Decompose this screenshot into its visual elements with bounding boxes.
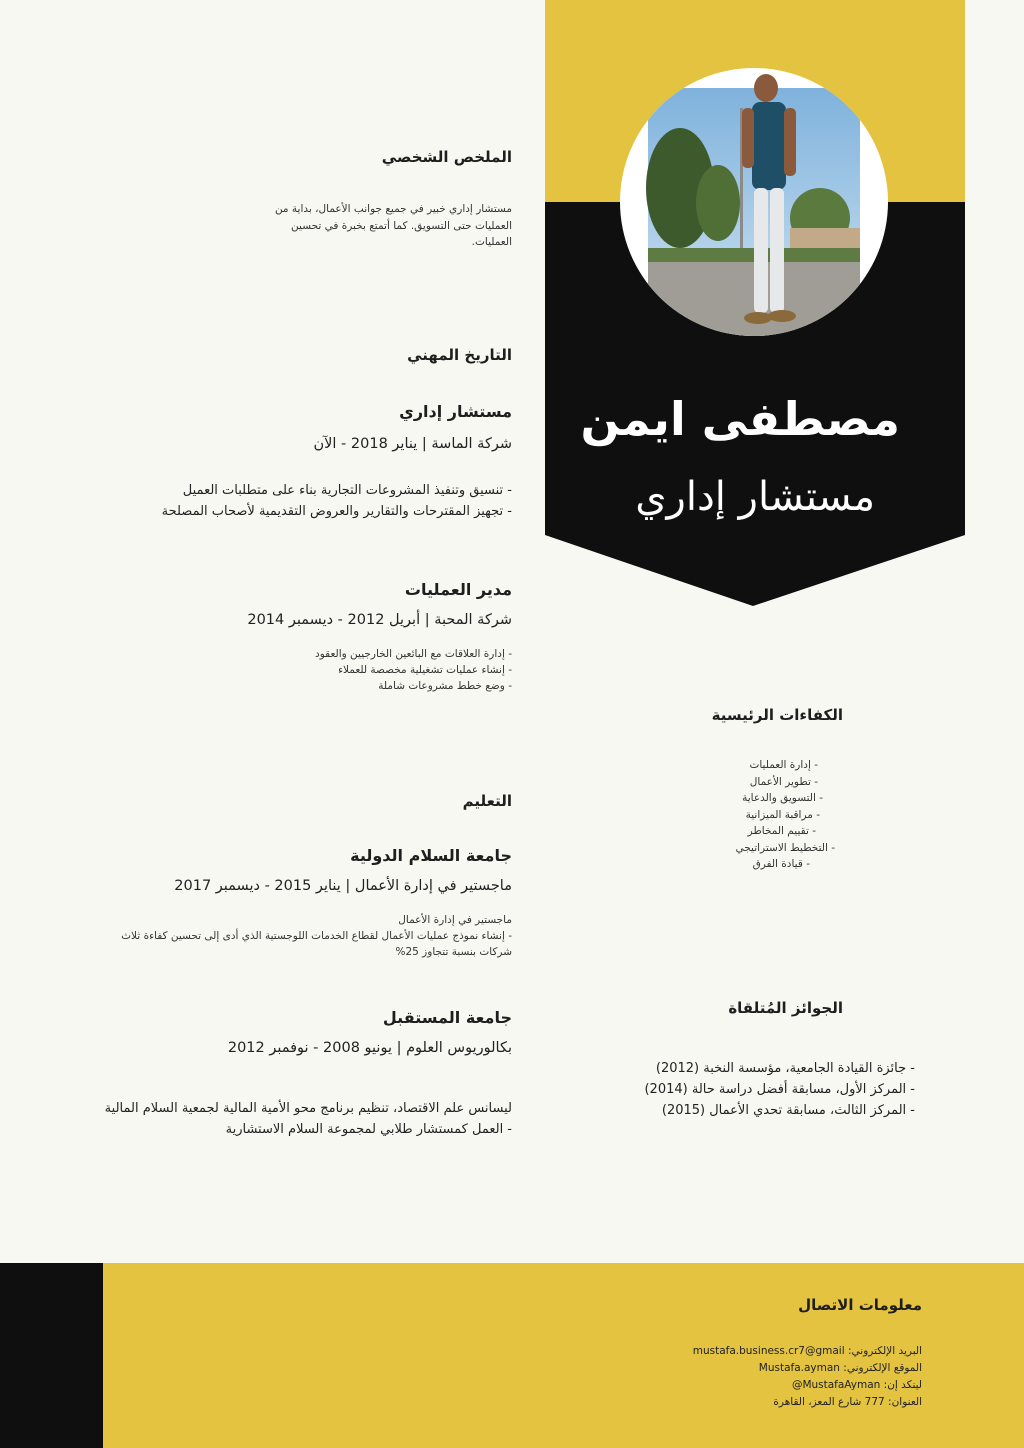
job-meta: شركة المحبة | أبريل 2012 - ديسمبر 2014 [247, 612, 512, 628]
job-points [80, 480, 512, 522]
skill-item: - تطوير الأعمال [749, 775, 818, 788]
job-meta: شركة الماسة | يناير 2018 - الآن [313, 436, 512, 452]
job-point: - تجهيز المقترحات والتقارير والعروض التقديمية لأصحاب المصلحة [161, 504, 512, 519]
degree-point: - إنشاء نموذج عمليات الأعمال لقطاع الخدمات اللوجستية الذي أدى إلى تحسين كفاءة ثلاث شركات بنسبة تتجاوز 25% [121, 930, 512, 958]
degree-point: - العمل كمستشار طلابي لمجموعة السلام الاستشارية [225, 1122, 512, 1137]
contact-lines [560, 1343, 922, 1411]
skill-item: - قيادة الفرق [752, 858, 810, 870]
contact-linkedin: لينكد إن: MustafaAyman@ [791, 1379, 922, 1391]
skills-list [650, 757, 843, 873]
degree-point: ماجستير في إدارة الأعمال [398, 914, 512, 926]
award-item: - جائزة القيادة الجامعية، مؤسسة النخبة (2012) [655, 1061, 915, 1076]
school-name: جامعة السلام الدولية [350, 846, 512, 865]
job-title: مدير العمليات [404, 580, 512, 599]
skill-item: - تقييم المخاطر [747, 825, 816, 837]
person-role: مستشار إداري [635, 474, 875, 520]
contact-title: معلومات الاتصال [798, 1296, 922, 1314]
skill-item: - إدارة العمليات [749, 759, 818, 771]
contact-address: العنوان: 777 شارع المعز، القاهرة [773, 1396, 922, 1408]
job-point: - تنسيق وتنفيذ المشروعات التجارية بناء على متطلبات العميل [182, 483, 512, 498]
summary-text: مستشار إداري خبير في جميع جوانب الأعمال، بداية من العمليات حتى التسويق. كما أتمتع بخبرة في تحسين العمليات. [274, 203, 512, 248]
award-item: - المركز الثالث، مسابقة تحدي الأعمال (2015) [661, 1103, 915, 1118]
skill-item: - التخطيط الاستراتيجي [735, 841, 835, 854]
contact-website: الموقع الإلكتروني: Mustafa.ayman [758, 1362, 922, 1374]
education-title: التعليم [462, 792, 512, 810]
skill-item: - التسويق والدعاية [742, 792, 823, 804]
experience-title: التاريخ المهني [407, 346, 512, 364]
awards-title: الجوائز المُتلقاة [728, 999, 843, 1017]
degree-meta: بكالوريوس العلوم | يونيو 2008 - نوفمبر 2012 [227, 1040, 512, 1056]
person-name: مصطفى ايمن [580, 392, 900, 446]
job-points [80, 646, 512, 694]
awards-list [560, 1058, 915, 1121]
footer-dark-block [0, 1263, 103, 1448]
summary-title: الملخص الشخصي [381, 148, 512, 166]
degree-points [80, 1098, 512, 1140]
award-item: - المركز الأول، مسابقة أفضل دراسة حالة (2014) [644, 1082, 915, 1097]
profile-photo-frame [620, 68, 888, 336]
degree-points [100, 912, 512, 960]
skill-item: - مراقبة الميزانية [745, 808, 820, 821]
skills-title: الكفاءات الرئيسية [711, 706, 843, 724]
job-point: - إدارة العلاقات مع البائعين الخارجيين والعقود [315, 648, 512, 660]
contact-email: البريد الإلكتروني: mustafa.business.cr7@gmail [692, 1345, 922, 1357]
school-name: جامعة المستقبل [382, 1008, 512, 1027]
profile-photo [620, 68, 888, 336]
job-point: - إنشاء عمليات تشغيلية مخصصة للعملاء [338, 664, 512, 676]
job-point: - وضع خطط مشروعات شاملة [378, 680, 512, 692]
degree-meta: ماجستير في إدارة الأعمال | يناير 2015 - ديسمبر 2017 [174, 878, 512, 894]
degree-point: ليسانس علم الاقتصاد، تنظيم برنامج محو الأمية المالية لجمعية السلام المالية [104, 1101, 512, 1116]
job-title: مستشار إداري [399, 402, 512, 421]
